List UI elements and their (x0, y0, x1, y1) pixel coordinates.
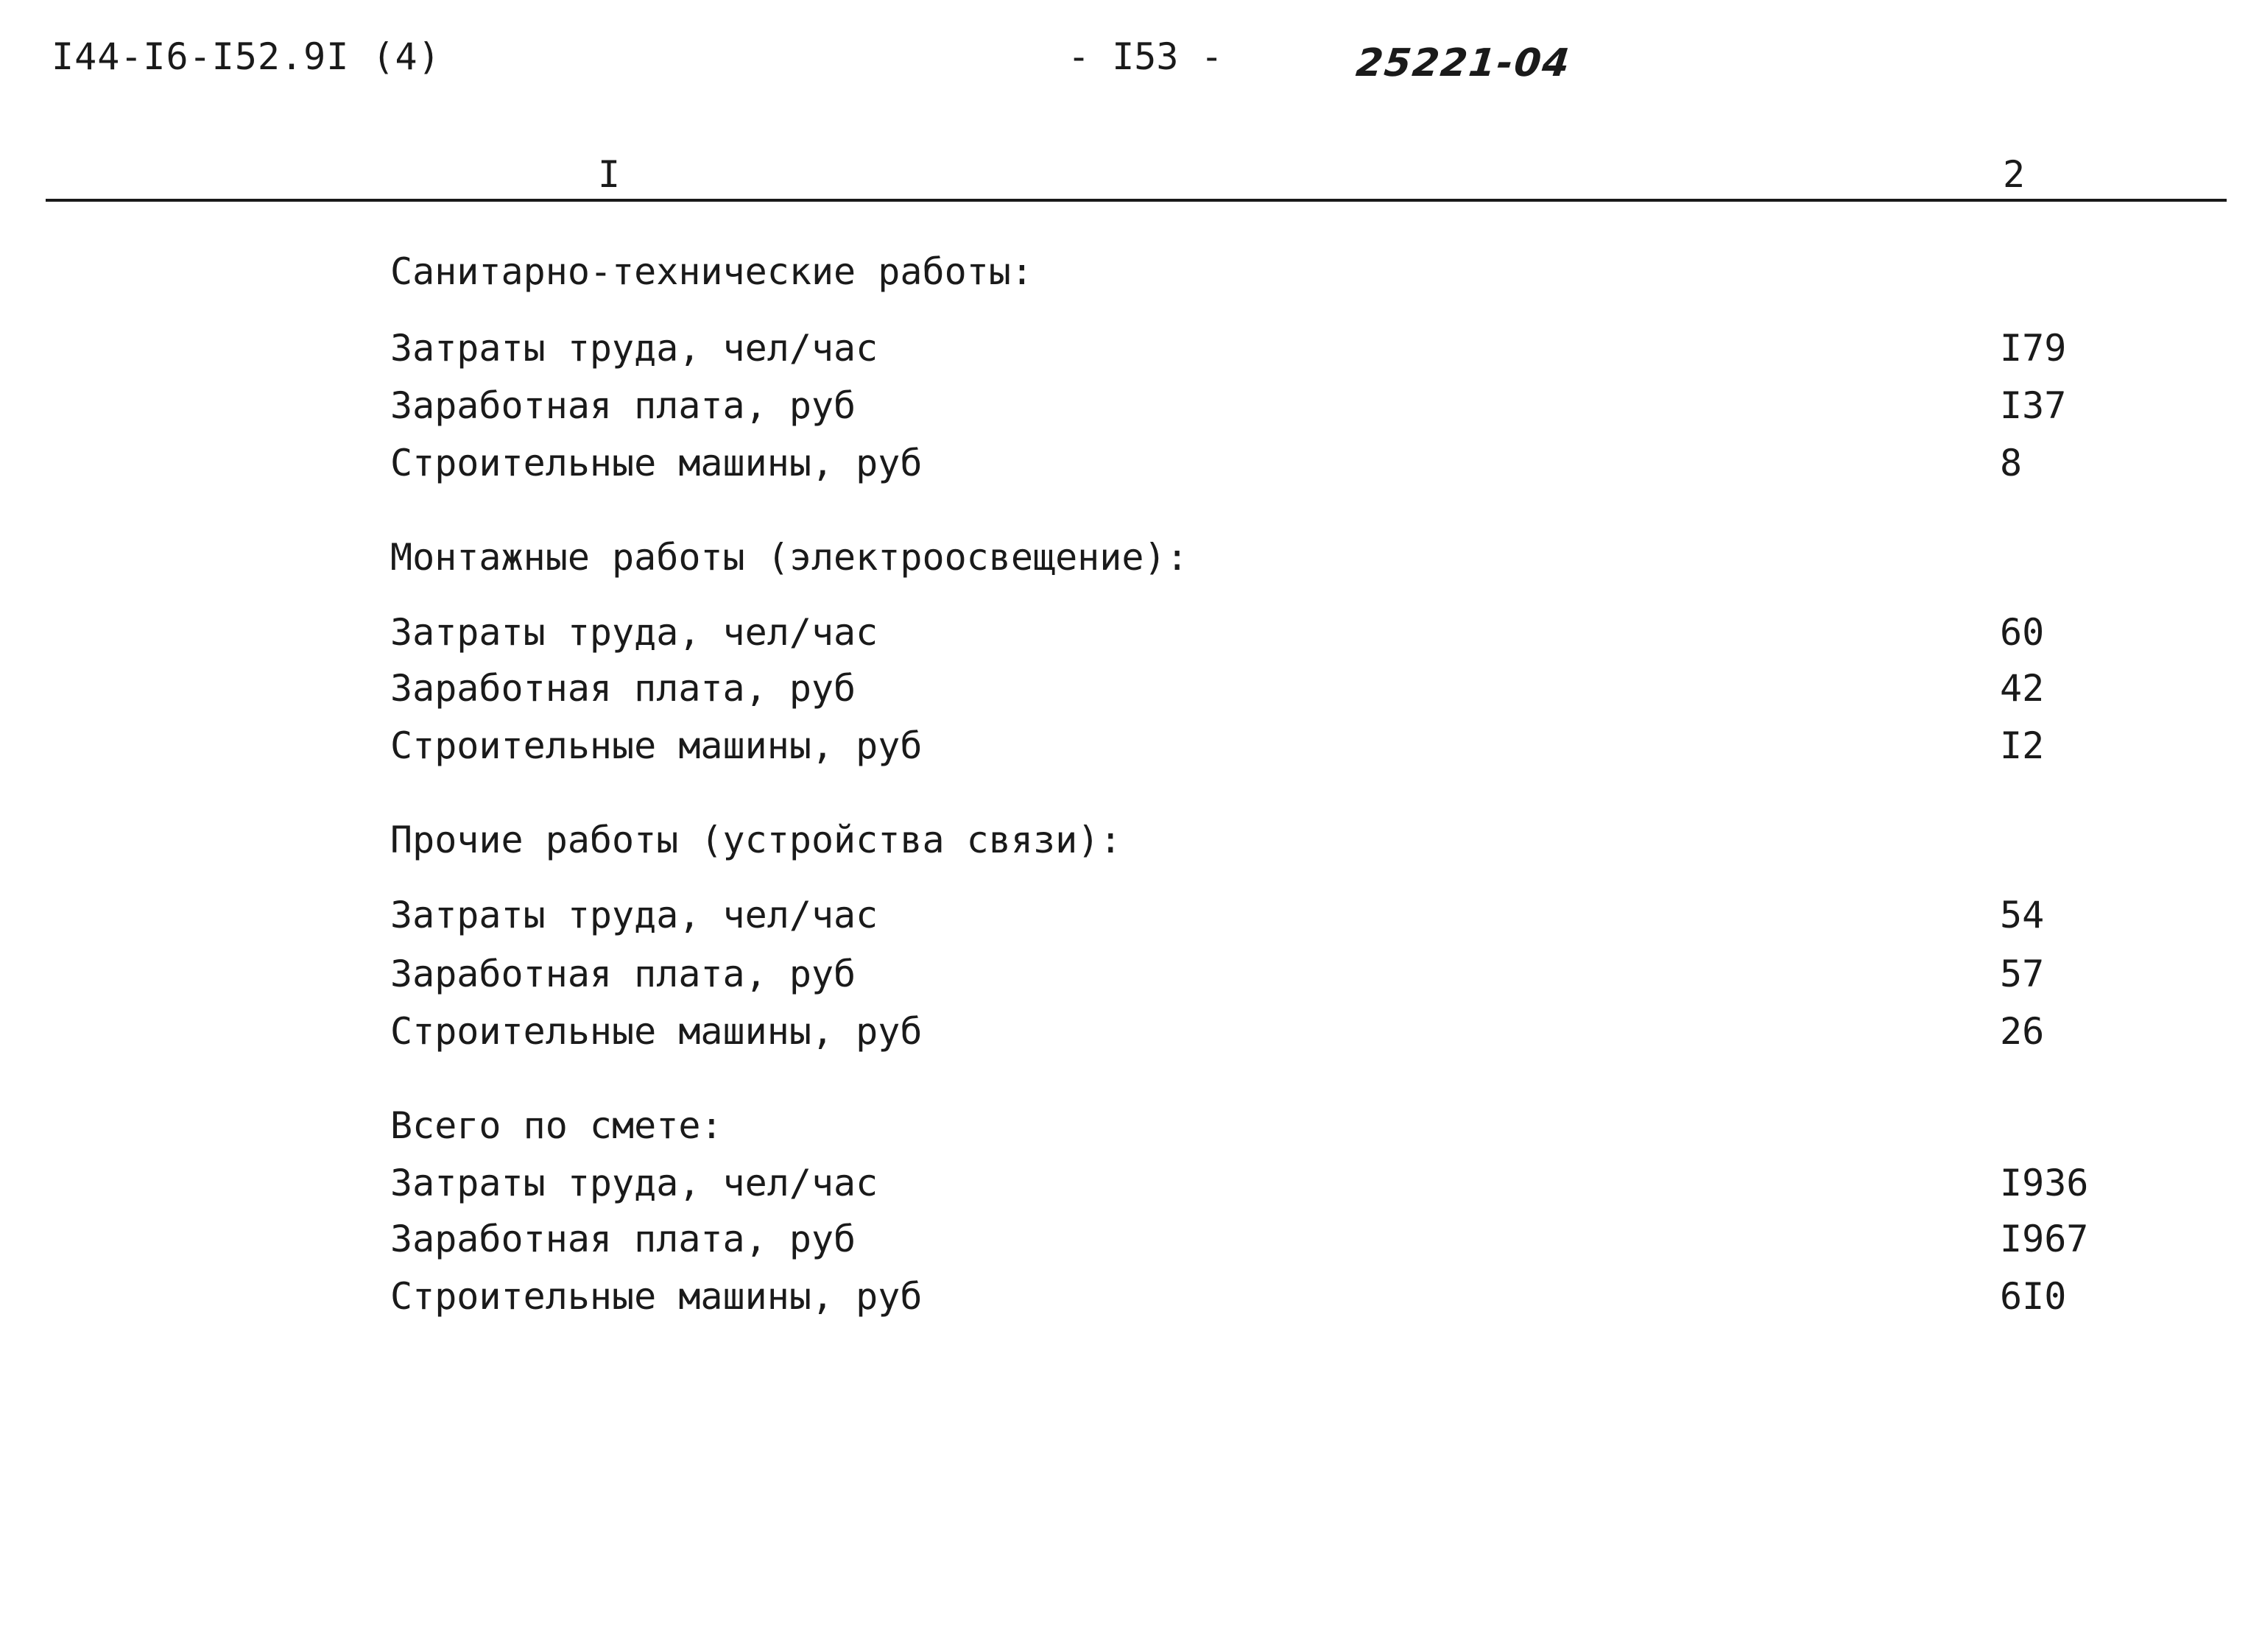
section-title: Монтажные работы (электроосвещение): (390, 536, 1188, 579)
row-label: Строительные машины, руб (390, 1010, 923, 1053)
section-title: Прочие работы (устройства связи): (390, 819, 1122, 861)
row-label: Заработная плата, руб (390, 384, 856, 427)
row-value: I37 (2000, 384, 2067, 427)
section-title: Санитарно-технические работы: (390, 250, 1033, 293)
header-divider (46, 199, 2227, 202)
row-value: 54 (2000, 894, 2045, 936)
row-value: I79 (2000, 327, 2067, 370)
column-header-1: I (598, 153, 621, 196)
row-label: Затраты труда, чел/час (390, 611, 878, 654)
row-label: Строительные машины, руб (390, 724, 923, 767)
section-title: Всего по смете: (390, 1104, 723, 1147)
row-value: 60 (2000, 611, 2045, 654)
row-value: 57 (2000, 953, 2045, 995)
column-header-2: 2 (2003, 153, 2026, 196)
row-label: Строительные машины, руб (390, 442, 923, 484)
row-label: Заработная плата, руб (390, 1218, 856, 1260)
row-value: 42 (2000, 667, 2045, 710)
row-value: I936 (2000, 1162, 2089, 1204)
row-label: Заработная плата, руб (390, 953, 856, 995)
row-value: I967 (2000, 1218, 2089, 1260)
row-value: I2 (2000, 724, 2045, 767)
row-label: Затраты труда, чел/час (390, 327, 878, 370)
row-label: Затраты труда, чел/час (390, 1162, 878, 1204)
row-value: 26 (2000, 1010, 2045, 1053)
page-number: - I53 - (1068, 35, 1223, 78)
row-label: Заработная плата, руб (390, 667, 856, 710)
row-value: 6I0 (2000, 1275, 2067, 1318)
row-value: 8 (2000, 442, 2023, 484)
row-label: Строительные машины, руб (390, 1275, 923, 1318)
row-label: Затраты труда, чел/час (390, 894, 878, 936)
handwritten-number: 25221-04 (1353, 41, 1574, 85)
document-code: I44-I6-I52.9I (4) (52, 35, 441, 78)
